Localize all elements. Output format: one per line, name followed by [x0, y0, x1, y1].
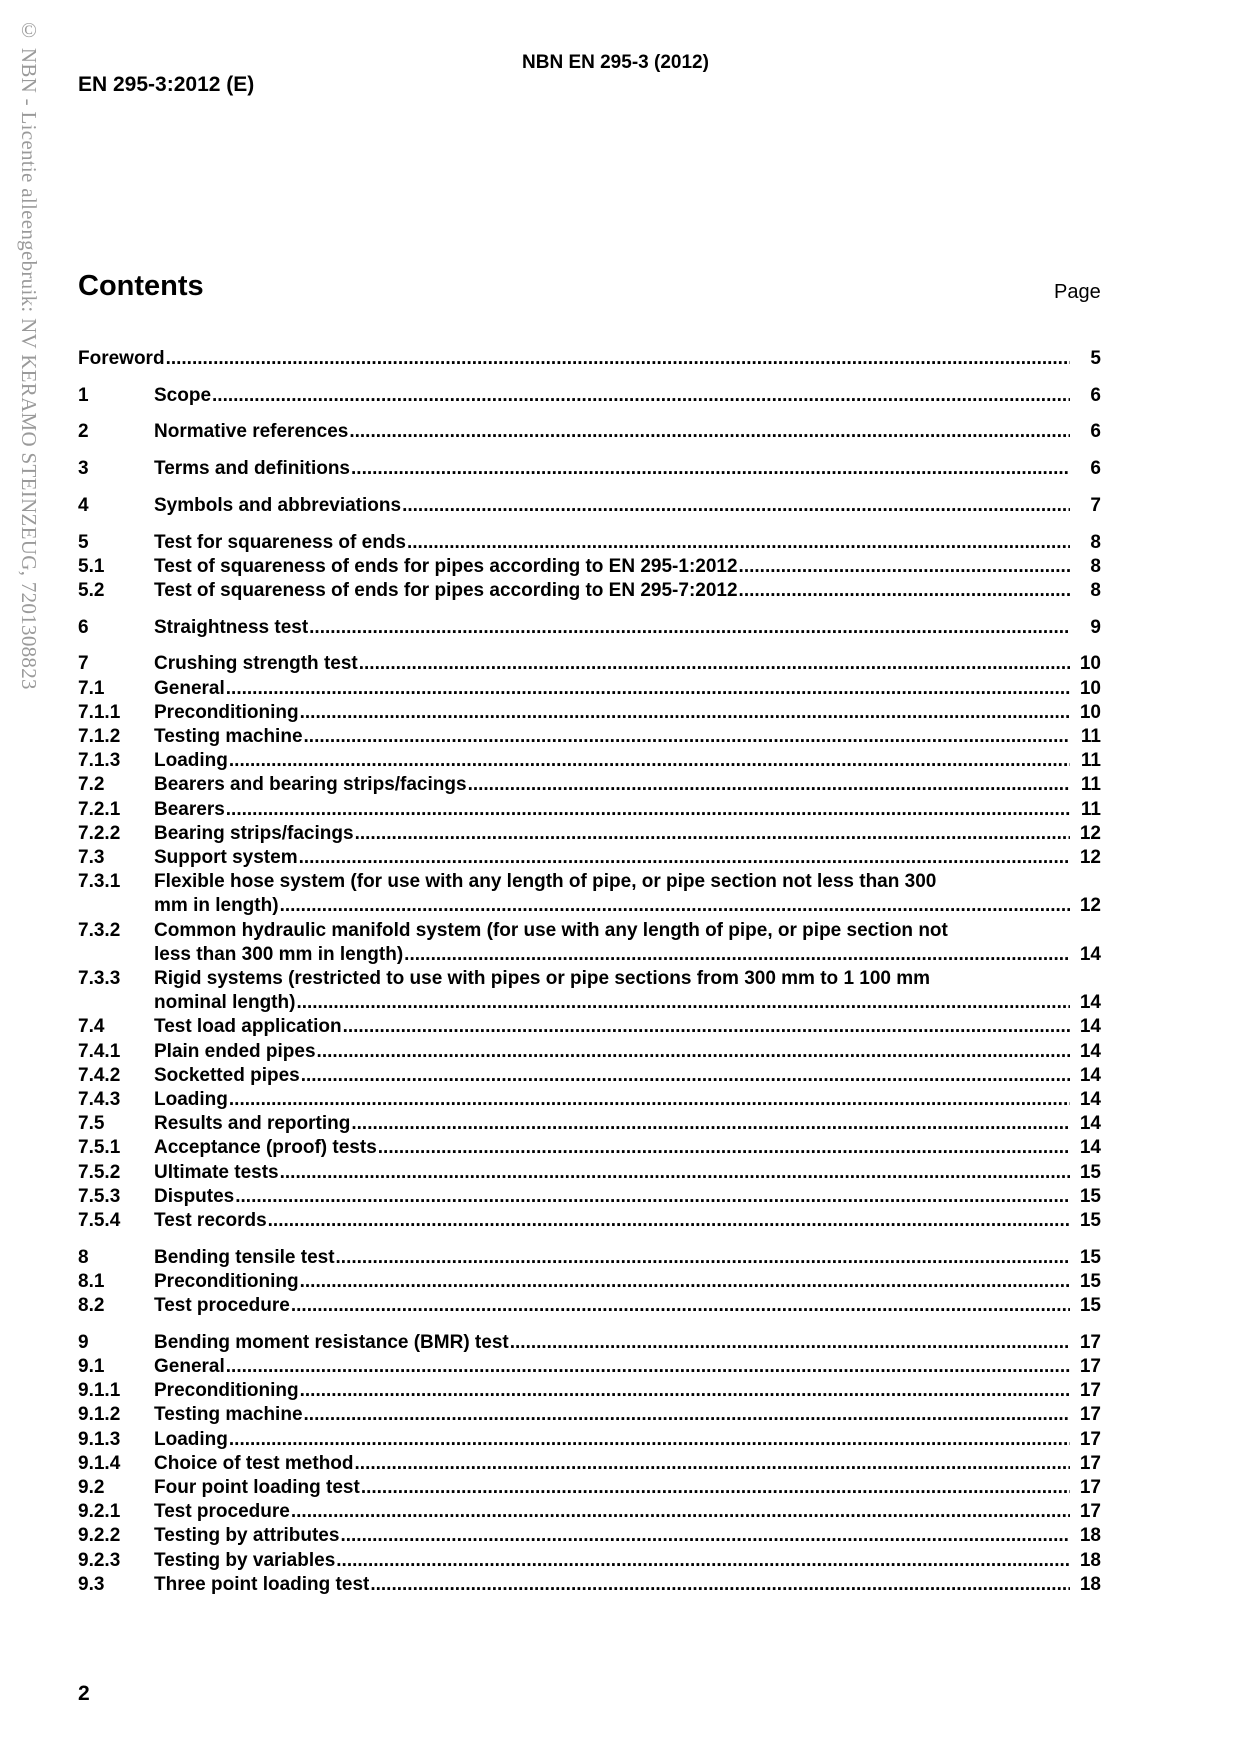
toc-section-number: 7.2: [78, 774, 105, 796]
toc-entry[interactable]: [78, 457, 1101, 481]
contents-heading: Contents: [78, 270, 204, 302]
toc-dot-leader: [235, 1185, 1070, 1209]
toc-dot-leader: [355, 1452, 1070, 1476]
toc-title: Plain ended pipes: [154, 1040, 316, 1062]
toc-page-number: 12: [1079, 895, 1101, 917]
toc-section-number: 7: [78, 653, 89, 675]
toc-entry[interactable]: [78, 749, 1101, 773]
toc-entry[interactable]: [78, 1185, 1101, 1209]
toc-title: Test records: [154, 1210, 267, 1231]
toc-section-number: 9.1.4: [78, 1452, 121, 1474]
toc-entry[interactable]: [78, 967, 1101, 1015]
toc-page-number: 15: [1079, 1270, 1101, 1292]
toc-entry[interactable]: [78, 725, 1101, 749]
toc-entry[interactable]: [78, 846, 1101, 870]
toc-section-number: 7.5.1: [78, 1137, 121, 1159]
toc-title: Loading: [154, 1428, 228, 1450]
toc-entry[interactable]: [78, 1015, 1101, 1039]
toc-entry[interactable]: [78, 1088, 1101, 1112]
toc-title: nominal length): [154, 992, 296, 1014]
footer-page-number: 2: [78, 1682, 90, 1705]
toc-dot-leader: [359, 652, 1070, 676]
toc-title: Bearers and bearing strips/facings: [154, 774, 467, 796]
toc-entry[interactable]: [78, 494, 1101, 518]
toc-entry[interactable]: [78, 1294, 1101, 1318]
toc-page-number: 5: [1090, 348, 1101, 369]
toc-section-number: 7.1.3: [78, 750, 121, 772]
toc-title: Straightness test: [154, 616, 309, 638]
toc-title: General: [154, 1356, 225, 1378]
toc-page-number: 14: [1079, 992, 1101, 1014]
header-standard-nbn: NBN EN 295-3 (2012): [522, 52, 709, 73]
toc-entry[interactable]: [78, 1136, 1101, 1160]
toc-title: Terms and definitions: [154, 458, 351, 480]
toc-title: Foreword: [78, 348, 165, 369]
toc-title: Testing machine: [154, 1404, 303, 1426]
toc-dot-leader: [378, 1136, 1070, 1160]
toc-entry[interactable]: [78, 822, 1101, 846]
toc-entry[interactable]: [78, 870, 1101, 918]
toc-title: Bending moment resistance (BMR) test: [154, 1331, 509, 1353]
toc-page-number: 15: [1079, 1185, 1101, 1207]
toc-page-number: 17: [1079, 1501, 1101, 1523]
toc-dot-leader: [229, 749, 1070, 773]
toc-dot-leader: [280, 894, 1070, 918]
toc-section-number: 7.2.1: [78, 798, 121, 820]
toc-entry[interactable]: [78, 677, 1101, 701]
toc-section-number: 7.1: [78, 677, 105, 699]
toc-dot-leader: [336, 1246, 1070, 1270]
toc-title: Testing by attributes: [154, 1525, 340, 1547]
toc-section-number: 7.3.1: [78, 871, 121, 893]
toc-page-number: 8: [1090, 555, 1101, 577]
toc-section-number: 7.2.2: [78, 822, 121, 844]
toc-title: Four point loading test: [154, 1477, 360, 1499]
toc-section-number: 7.4: [78, 1016, 105, 1038]
toc-title: Loading: [154, 750, 228, 772]
toc-title: Testing by variables: [154, 1549, 336, 1571]
toc-title: Normative references: [154, 421, 349, 443]
toc-title: Testing machine: [154, 725, 303, 747]
header-standard-en: EN 295-3:2012 (E): [78, 73, 255, 96]
toc-page-number: 18: [1079, 1573, 1101, 1595]
toc-section-number: 7.1.2: [78, 725, 121, 747]
toc-title: Symbols and abbreviations: [154, 494, 402, 516]
toc-entry[interactable]: [78, 1403, 1101, 1427]
toc-dot-leader: [304, 1403, 1070, 1427]
toc-section-number: 7.1.1: [78, 701, 121, 723]
toc-dot-leader: [343, 1015, 1070, 1039]
toc-section-number: 7.5.2: [78, 1161, 121, 1183]
toc-title: Test of squareness of ends for pipes according to EN 295-1:2012: [154, 555, 738, 577]
toc-title: Test procedure: [154, 1295, 290, 1317]
toc-page-number: 17: [1079, 1404, 1101, 1426]
toc-section-number: 9.1.1: [78, 1380, 121, 1402]
toc-section-number: 9.2.3: [78, 1549, 121, 1571]
toc-entry[interactable]: [78, 347, 1101, 371]
toc-entry[interactable]: [78, 1209, 1101, 1233]
toc-title: Common hydraulic manifold system (for use with any length of pipe, or pipe section not: [154, 919, 948, 941]
toc-entry[interactable]: [78, 1500, 1101, 1524]
toc-dot-leader: [304, 725, 1070, 749]
toc-entry[interactable]: [78, 701, 1101, 725]
toc-page-number: 12: [1079, 822, 1101, 844]
toc-dot-leader: [349, 420, 1070, 444]
toc-section-number: 7.5: [78, 1113, 105, 1135]
toc-dot-leader: [300, 701, 1070, 725]
toc-page-number: 14: [1079, 1040, 1101, 1062]
toc-title: General: [154, 677, 225, 699]
toc-dot-leader: [510, 1331, 1070, 1355]
toc-page-number: 15: [1079, 1246, 1101, 1268]
toc-page-number: 18: [1079, 1549, 1101, 1571]
toc-title: less than 300 mm in length): [154, 943, 404, 965]
toc-section-number: 9.2.2: [78, 1525, 121, 1547]
toc-entry[interactable]: [78, 1476, 1101, 1500]
toc-dot-leader: [739, 555, 1070, 579]
toc-dot-leader: [407, 531, 1070, 555]
toc-page-number: 10: [1079, 701, 1101, 723]
toc-page-number: 14: [1079, 1113, 1101, 1135]
toc-section-number: 7.5.3: [78, 1185, 121, 1207]
toc-page-number: 9: [1090, 616, 1101, 638]
toc-dot-leader: [404, 943, 1070, 967]
toc-dot-leader: [300, 1270, 1070, 1294]
toc-entry[interactable]: [78, 1549, 1101, 1573]
toc-section-number: 7.4.1: [78, 1040, 121, 1062]
toc-entry[interactable]: [78, 384, 1101, 408]
toc-entry[interactable]: [78, 798, 1101, 822]
toc-page-number: 12: [1079, 846, 1101, 868]
toc-title: Bearing strips/facings: [154, 822, 354, 844]
toc-dot-leader: [226, 1355, 1070, 1379]
toc-page-number: 17: [1079, 1331, 1101, 1353]
toc-section-number: 4: [78, 494, 89, 516]
toc-title: Test of squareness of ends for pipes according to EN 295-7:2012: [154, 579, 738, 601]
toc-dot-leader: [351, 457, 1070, 481]
toc-page-number: 14: [1079, 1064, 1101, 1086]
toc-title: Preconditioning: [154, 1270, 299, 1292]
toc-entry[interactable]: [78, 1270, 1101, 1294]
toc-entry[interactable]: [78, 1524, 1101, 1548]
toc-title: Rigid systems (restricted to use with pipes or pipe sections from 300 mm to 1 100 mm: [154, 967, 931, 989]
toc-page-number: 17: [1079, 1380, 1101, 1402]
toc-page-number: 11: [1080, 798, 1101, 820]
toc-page-number: 8: [1090, 531, 1101, 553]
toc-section-number: 7.5.4: [78, 1210, 121, 1231]
toc-entry[interactable]: [78, 555, 1101, 579]
toc-title: Results and reporting: [154, 1113, 351, 1135]
toc-section-number: 9.1.2: [78, 1404, 121, 1426]
toc-section-number: 5.2: [78, 579, 105, 601]
toc-section-number: 7.3.3: [78, 967, 121, 989]
toc-page-number: 11: [1080, 750, 1101, 772]
toc-dot-leader: [280, 1161, 1070, 1185]
toc-dot-leader: [299, 846, 1070, 870]
toc-entry[interactable]: [78, 1161, 1101, 1185]
license-watermark: © NBN - Licentie alleengebruik: NV KERAMO STEINZEUG, 7201308823: [17, 18, 41, 690]
toc-page-number: 6: [1090, 458, 1101, 480]
toc-dot-leader: [370, 1573, 1070, 1597]
toc-page-number: 11: [1080, 774, 1101, 796]
toc-section-number: 9.1: [78, 1356, 105, 1378]
toc-page-number: 7: [1090, 494, 1101, 516]
toc-dot-leader: [226, 798, 1070, 822]
toc-page-number: 17: [1079, 1356, 1101, 1378]
toc-dot-leader: [361, 1476, 1070, 1500]
toc-title: Scope: [154, 384, 212, 406]
toc-section-number: 7.3.2: [78, 919, 121, 941]
toc-entry[interactable]: [78, 1379, 1101, 1403]
toc-section-number: 8: [78, 1246, 89, 1268]
toc-title: Three point loading test: [154, 1573, 370, 1595]
toc-page-number: 17: [1079, 1428, 1101, 1450]
toc-dot-leader: [355, 822, 1070, 846]
toc-dot-leader: [291, 1294, 1070, 1318]
toc-dot-leader: [300, 1379, 1070, 1403]
toc-page-number: 18: [1079, 1525, 1101, 1547]
toc-section-number: 7.3: [78, 846, 105, 868]
toc-page-number: 14: [1079, 1016, 1101, 1038]
toc-dot-leader: [268, 1209, 1070, 1233]
toc-entry[interactable]: [78, 652, 1101, 676]
toc-dot-leader: [229, 1088, 1070, 1112]
toc-title: Preconditioning: [154, 701, 299, 723]
toc-title: Loading: [154, 1088, 228, 1110]
toc-title: Crushing strength test: [154, 653, 358, 675]
toc-dot-leader: [402, 494, 1070, 518]
toc-section-number: 9.2: [78, 1477, 105, 1499]
toc-title: Bearers: [154, 798, 225, 820]
toc-title: Choice of test method: [154, 1452, 354, 1474]
toc-entry[interactable]: [78, 1355, 1101, 1379]
toc-title: Disputes: [154, 1185, 235, 1207]
toc-title: Acceptance (proof) tests: [154, 1137, 377, 1159]
toc-dot-leader: [166, 347, 1070, 371]
toc-entry[interactable]: [78, 773, 1101, 797]
toc-entry[interactable]: [78, 616, 1101, 640]
toc-dot-leader: [317, 1040, 1070, 1064]
toc-entry[interactable]: [78, 919, 1101, 967]
toc-section-number: 7.4.2: [78, 1064, 121, 1086]
toc-page-number: 8: [1090, 579, 1101, 601]
toc-section-number: 1: [78, 384, 89, 406]
toc-section-number: 6: [78, 616, 89, 638]
toc-section-number: 5: [78, 531, 89, 553]
toc-dot-leader: [301, 1064, 1070, 1088]
toc-page-number: 17: [1079, 1477, 1101, 1499]
toc-page-number: 6: [1090, 384, 1101, 406]
toc-page-number: 6: [1090, 421, 1101, 443]
toc-title: Socketted pipes: [154, 1064, 300, 1086]
table-of-contents: [78, 347, 1101, 1597]
toc-page-number: 11: [1080, 725, 1101, 747]
toc-dot-leader: [291, 1500, 1070, 1524]
toc-title: Ultimate tests: [154, 1161, 279, 1183]
toc-title: Flexible hose system (for use with any length of pipe, or pipe section not less than 300: [154, 871, 937, 893]
toc-title: Test procedure: [154, 1501, 290, 1523]
toc-entry[interactable]: [78, 1428, 1101, 1452]
toc-title: Test for squareness of ends: [154, 531, 406, 553]
toc-section-number: 9.3: [78, 1573, 105, 1595]
toc-dot-leader: [739, 579, 1070, 603]
toc-page-number: 14: [1079, 1137, 1101, 1159]
toc-page-number: 14: [1079, 943, 1101, 965]
toc-title: Preconditioning: [154, 1380, 299, 1402]
toc-section-number: 2: [78, 421, 89, 443]
toc-section-number: 7.4.3: [78, 1088, 121, 1110]
toc-page-number: 10: [1079, 653, 1101, 675]
toc-entry[interactable]: [78, 1331, 1101, 1355]
toc-dot-leader: [336, 1549, 1070, 1573]
toc-section-number: 9: [78, 1331, 89, 1353]
toc-section-number: 9.1.3: [78, 1428, 121, 1450]
toc-section-number: 8.1: [78, 1270, 105, 1292]
toc-entry[interactable]: [78, 420, 1101, 444]
toc-entry[interactable]: [78, 1246, 1101, 1270]
toc-entry[interactable]: [78, 1112, 1101, 1136]
toc-page-number: 15: [1079, 1161, 1101, 1183]
toc-entry[interactable]: [78, 579, 1101, 603]
toc-section-number: 9.2.1: [78, 1501, 121, 1523]
toc-entry[interactable]: [78, 1573, 1101, 1597]
page-column-label: Page: [1054, 281, 1101, 303]
toc-section-number: 3: [78, 458, 89, 480]
toc-page-number: 10: [1079, 677, 1101, 699]
toc-section-number: 5.1: [78, 555, 105, 577]
toc-dot-leader: [351, 1112, 1070, 1136]
toc-title: Test load application: [154, 1016, 342, 1038]
toc-dot-leader: [226, 677, 1070, 701]
toc-dot-leader: [340, 1524, 1070, 1548]
toc-entry[interactable]: [78, 531, 1101, 555]
toc-page-number: 17: [1079, 1452, 1101, 1474]
toc-page-number: 14: [1079, 1088, 1101, 1110]
toc-page-number: 15: [1079, 1210, 1101, 1231]
toc-dot-leader: [468, 773, 1070, 797]
toc-entry[interactable]: [78, 1064, 1101, 1088]
toc-dot-leader: [309, 616, 1070, 640]
toc-dot-leader: [296, 991, 1070, 1015]
toc-entry[interactable]: [78, 1452, 1101, 1476]
toc-title: Bending tensile test: [154, 1246, 335, 1268]
toc-page-number: 15: [1079, 1295, 1101, 1317]
toc-dot-leader: [229, 1428, 1070, 1452]
toc-title: Support system: [154, 846, 298, 868]
toc-title: mm in length): [154, 895, 279, 917]
toc-section-number: 8.2: [78, 1295, 105, 1317]
toc-entry[interactable]: [78, 1040, 1101, 1064]
toc-dot-leader: [212, 384, 1070, 408]
